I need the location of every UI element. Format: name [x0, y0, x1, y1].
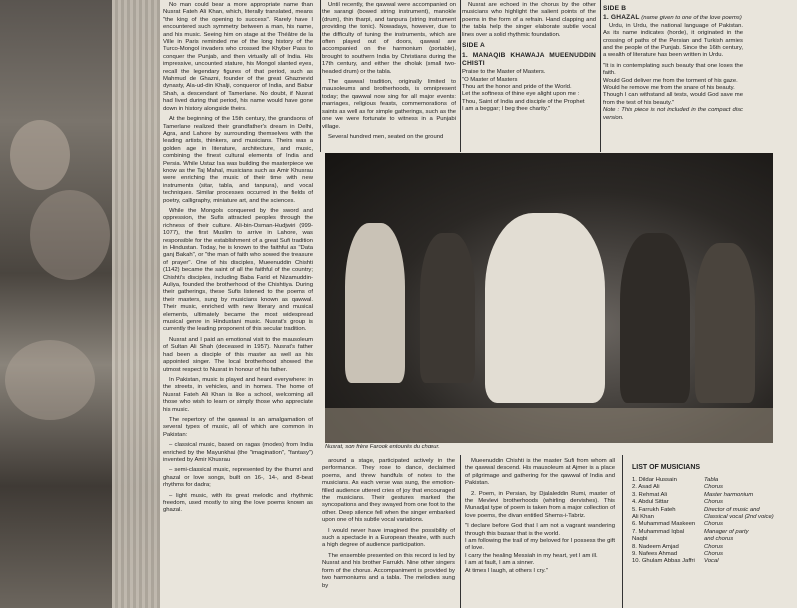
musician-row	[632, 536, 792, 543]
essay-column-1	[163, 2, 313, 606]
sleeve-edge-strip	[112, 0, 160, 608]
musician-name: 8. Nadeem Amjad	[632, 543, 679, 550]
paragraph: Until recently, the qawwal were accompanied on the sarangi (bowed string instrument), manokle (drum), thin tharpi, and tanpura (string instrument providing the tonic). Nowadays, however, due to the difficulty of tuning the instruments, which are often played out of doors, qawwal are accompanied on the harmonium (portable), brought to southern India by Christians during the 17th century, and either the dholak (small two-headed drum) or the tabla.	[322, 2, 456, 75]
cover-photo-edge	[0, 0, 160, 608]
paragraph: In Pakistan, music is played and heard everywhere: in the streets, in vehicles, and in homes. The home of Nusrat Fateh Ali Khan is like a school, welcoming all those who wish to learn or simply those who appreciate his music.	[163, 376, 313, 413]
verse-line: "It is in contemplating such beauty that one loses the faith.	[603, 62, 743, 77]
musician-name: 1. Dildar Hussain	[632, 477, 677, 483]
paragraph: No man could bear a more appropriate name than Nusrat Fateh Ali Khan, which, literally translated, means "the king of the opening to success". Rarely have I encountered such symmetry between a man, his name, and his music. Seeing him on stage at the Théâtre de la Ville in Paris reminded me of the long history of the Turco-Mongol invaders who crossed the Khyber Pass to conquer the Punjab, and then virtually all of India. His impressive, uncounted stature, his Mongol slanted eyes, recall the legendary figures of that period, such as Mahmud de Ghazni, founder of the great Ghaznevid dynasty, Ala-ud-din Khalji, conqueror of India, and Babur Shah, a descendant of Tamerlane. No doubt, if Nusrat had lived during that period, his name would have gone down in history alongside theirs.	[163, 2, 313, 112]
musician-name: Naqbi	[632, 536, 648, 543]
musician-name: 7. Muhammad Iqbal	[632, 528, 685, 535]
musician-name: 10. Ghulam Abbas Jaffri	[632, 558, 695, 565]
list-item: – light music, with its great melodic and rhythmic freedom, used mostly to sing the love poems known as ghazal.	[163, 492, 313, 514]
musician-role: Tabla	[704, 477, 719, 483]
column-rule	[622, 455, 623, 608]
paragraph: At the beginning of the 15th century, the grandsons of Tamerlane realized their grandfather's dream in Delhi, Agra, and Lahore by surrounding themselves with the leading artists, thinkers, and musicians. Theirs was a golden age in literature, architecture, and music, combining the finest cultural elements of India and Persia. While Ustaz Isa was building the masterpiece we know as the Taj Mahal, musicians such as Amir Khusrau were enriching the music of their time with new instruments (sitar, tabla, and tanpura), and vocal techniques. Similar processes occurred in the fields of poetry, calligraphy, miniature art, and the sciences.	[163, 116, 313, 204]
paragraph: I would never have imagined the possibility of such a spectacle in a European theatre, with such a high degree of audience participation.	[322, 527, 455, 549]
list-item: – semi-classical music, represented by the thumri and ghazal or love songs, built on 16-, 14-, and 8-beat rhythms for dadra;	[163, 467, 313, 489]
musician-figure	[620, 233, 690, 403]
verse-line: "O Master of Masters	[462, 76, 518, 83]
paragraph: While the Mongols conquered by the sword and oppression, the Sufis attracted peoples through the richness of their culture. Ali-bin-Osman-Hudjwiri (999-1077), the first Muslim to arrive in Lahore, was responsible for the establishment of a great Sufi tradition in Hindustan. Today, he is known to the faithful as "Data ganj Bakah", or "the man of faith who sowed the treasure of prayer". One of his disciples, Mueenuddin Chishti (1142) became the saint of all the faithful of the country; Chishti's disciples, including Baba Farid et Nizamuddin-Auliya, founded the brotherhood of the Chishtiya. During their gatherings, these Sufis listened to the poems of their masters, sung by musicians known as qawwal. Their music, enriched with new literary and musical elements, ultimately became the most widespread musical genre in Hindustani music. Nusrat's group is currently the leading proponent of this secular tradition.	[163, 207, 313, 333]
musician-name: 4. Abdul Sittar	[632, 499, 669, 506]
musician-row	[632, 477, 792, 484]
paragraph: Several hundred men, seated on the ground	[328, 133, 444, 140]
blurred-figure-shape	[5, 340, 95, 420]
verse-line: Thou, Saint of India and disciple of the Prophet	[462, 98, 585, 105]
paragraph: Nusrat are echoed in the chorus by the other musicians who highlight the salient points of the poems in the form of a refrain. Hand clapping and the tabla help the singer elaborate subtle vocal lines over a solid rhythmic foundation.	[462, 2, 596, 38]
musician-role: Director of music and	[704, 506, 760, 513]
musician-role: Manager of party	[704, 528, 749, 535]
musician-row	[632, 484, 792, 491]
verse-line: I am at fault, I am a sinner.	[465, 560, 535, 567]
musicians-heading: LIST OF MUSICIANS	[632, 464, 701, 471]
musicians-list	[632, 464, 792, 566]
blurred-hand-shape	[30, 190, 110, 280]
verse-line: Would he remove me from the snare of his beauty.	[603, 85, 735, 92]
stage-rug	[325, 408, 773, 443]
musician-row	[632, 492, 792, 499]
musician-role: Chorus	[704, 551, 723, 558]
essay-column-2	[322, 2, 456, 150]
verse-line: Thou art the honor and pride of the World.	[462, 84, 572, 91]
musician-name: 3. Rehmat Ali	[632, 491, 668, 498]
essay-column-bottom-1	[322, 458, 455, 606]
musician-role: Chorus	[704, 484, 723, 491]
verse-line: I am following the trail of my beloved for I possess the gift of love.	[465, 538, 615, 552]
column-rule	[460, 455, 461, 608]
musician-role: Chorus	[704, 521, 723, 528]
verse-line: Would God deliver me from the torment of his gaze.	[603, 77, 738, 84]
musician-figure	[345, 223, 405, 383]
musician-role: Vocal	[704, 558, 719, 565]
track-subtitle: (name given to one of the love poems)	[641, 15, 742, 22]
musician-figure	[420, 233, 475, 383]
performance-photo	[325, 153, 773, 443]
musician-name: Ali Khan	[632, 514, 654, 521]
paragraph: Urdu, in Urdu, the national language of Pakistan. As its name indicates (horde), it originated in the crossing of paths of the Persian and Turkish armies and the people of the Punjab. Since the 16th century, a wealth of literature has been written in Urdu.	[603, 22, 743, 59]
musician-role: and chorus	[704, 536, 734, 543]
essay-column-bottom-2	[465, 458, 615, 606]
musician-row	[632, 529, 792, 536]
verse-line: At times I laugh, at others I cry."	[465, 567, 548, 574]
track-subtitle: Praise to the Master of Masters.	[462, 69, 546, 76]
photo-caption: Nusrat, son frère Farook entourés du chœur.	[325, 444, 440, 450]
verse-line: Let the softness of thine eye alight upon me :	[462, 91, 580, 98]
musician-role: Master harmonium	[704, 491, 754, 498]
verse-line: I carry the healing Messiah in my heart, yet I am ill.	[465, 552, 598, 559]
musician-figure	[695, 243, 755, 403]
blurred-face-shape	[10, 120, 70, 190]
paragraph: The ensemble presented on this record is led by Nusrat and his brother Farrukh. Nine other singers form of the chorus. Accompaniment is provided by two harmoniums and a tabla. The melodies sung by	[322, 552, 455, 589]
paragraph: around a stage, participated actively in the performance. They rose to dance, declaimed poems, and threw handfuls of notes to the musicians. As each verse was sung, the emotion-filled audience uttered cries of joy that encouraged the musicians. Their gestures marked the syncopations and they swayed from one foot to the other. Deep silence fell when the singer embarked upon one of his subtle vocal variations.	[322, 458, 455, 524]
musician-row	[632, 507, 792, 514]
musician-name: 5. Farrukh Fateh	[632, 506, 676, 513]
column-rule	[320, 0, 321, 152]
track-description: 2. Poem, in Persian, by Djalaleddin Rumi, master of the Mevlevi brotherhoods (whirling dervishes). This Munadjat type of poem is taken from a major collection of love poems, the divan entitled Shems-i-Tabriz.	[465, 490, 615, 519]
musician-row	[632, 521, 792, 528]
verse-line: Though I can withstand all tests, would God save me from the test of his beauty."	[603, 92, 743, 106]
verse-line: I am a beggar; I beg thee charity."	[462, 106, 551, 113]
musician-name: 2. Asad Ali	[632, 484, 660, 491]
track-title: 1. GHAZAL	[603, 14, 640, 22]
side-heading: SIDE B	[603, 5, 627, 12]
musician-name: 9. Nafees Ahmad	[632, 551, 678, 558]
track-title: 1. MANAQIB KHAWAJA MUEENUDDIN CHISTI	[462, 52, 596, 67]
column-rule	[460, 0, 461, 152]
musician-role: Chorus	[704, 499, 723, 506]
list-item: – classical music, based on ragas (modes) from India enriched by the Mayunkhai (the "imagination", "fantasy") invented by Amir Khusrau	[163, 442, 313, 463]
musician-row	[632, 499, 792, 506]
side-heading: SIDE A	[462, 42, 485, 50]
paragraph: The repertory of the qawwal is an amalgamation of several types of music, all of which are common in Pakistan:	[163, 416, 313, 438]
musician-row	[632, 514, 792, 521]
musician-row	[632, 544, 792, 551]
paragraph: Nusrat and I paid an emotional visit to the mausoleum of Sultan Ali Shah (deceased in 1957). Nusrat's father had been a disciple of this master as well as his appointed singer. The local brotherhood showed the utmost respect to Nusrat in honour of his father.	[163, 336, 313, 373]
column-rule	[600, 0, 601, 152]
track-notes-side-a	[462, 2, 596, 150]
musician-name: 6. Muhammad Maskeen	[632, 521, 696, 528]
musician-row	[632, 551, 792, 558]
note: Note : This piece is not included in the compact disc version.	[603, 107, 743, 121]
musician-role: Chorus	[704, 543, 723, 550]
musician-role: Classical vocal (2nd voice)	[704, 514, 774, 521]
paragraph: The qawwal tradition, originally limited to mausoleums and brotherhoods, is omnipresent today; the qawwal now sing for all major events: marriages, religious feasts, commemorations of saints as well as for simple gatherings, such as the one we were fortunate to witness in a Punjabi village.	[322, 79, 456, 130]
musician-row	[632, 558, 792, 565]
paragraph: Mueenuddin Chishti is the master Sufi from whom all the qawwal descend. His mausoleum at Ajmer is a place of pilgrimage and gathering for the qawwal of India and Pakistan.	[465, 458, 615, 487]
verse-line: "I declare before God that I am not a vagrant wandering through this bazaar that is the world.	[465, 523, 615, 537]
nusrat-figure	[485, 213, 605, 403]
track-notes-side-b	[603, 2, 743, 150]
